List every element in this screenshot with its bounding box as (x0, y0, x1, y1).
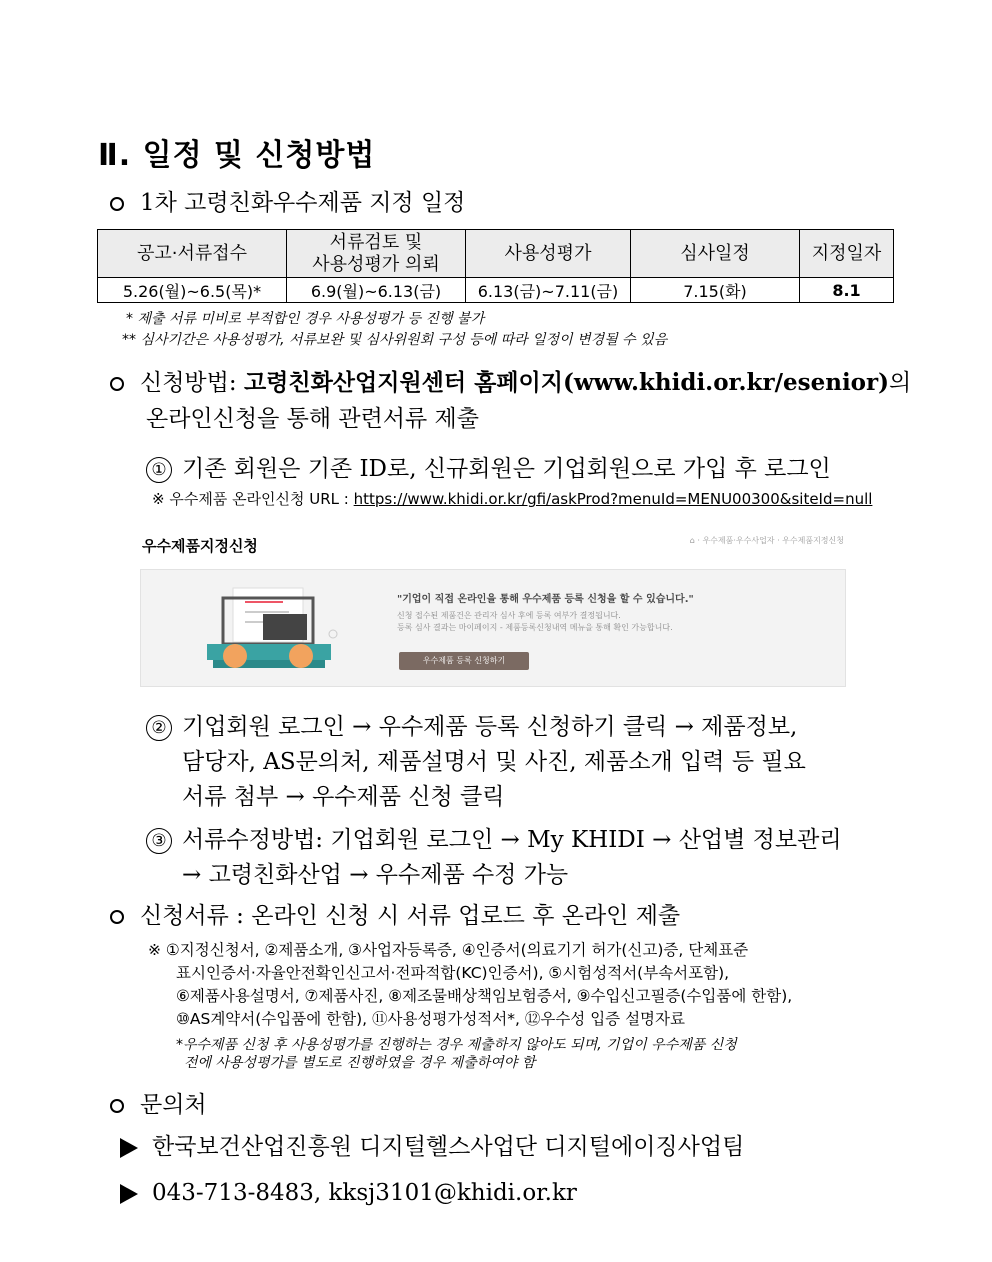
contact-org-text: 한국보건산업진흥원 디지털헬스사업단 디지털에이징사업팀 (152, 1134, 745, 1160)
step-1-text: 기존 회원은 기존 ID로, 신규회원은 기업회원으로 가입 후 로그인 (182, 456, 831, 482)
step-2 (146, 708, 797, 741)
circle-bullet-icon (110, 910, 124, 924)
header-cell: 사용성평가 (466, 230, 631, 278)
apply-homepage: 고령친화산업지원센터 홈페이지(www.khidi.or.kr/esenior) (243, 369, 890, 396)
step-3-text-1: 서류수정방법: 기업회원 로그인 → My KHIDI → 산업별 정보관리 (182, 827, 842, 853)
step-2-text-3: 서류 첨부 → 우수제품 신청 클릭 (182, 784, 505, 810)
documents-note-2: 전에 사용성평가를 별도로 진행하였을 경우 제출하여야 함 (184, 1055, 536, 1071)
apply-method-line2: 온라인신청을 통해 관련서류 제출 (146, 406, 479, 432)
triangle-bullet-icon (120, 1138, 138, 1158)
step-number: ③ (146, 828, 172, 854)
schedule-heading (110, 184, 465, 217)
step-2-text-2: 담당자, AS문의처, 제품설명서 및 사진, 제품소개 입력 등 필요 (182, 749, 806, 775)
header-cell: 서류검토 및 사용성평가 의뢰 (287, 230, 466, 278)
documents-list-2: 표시인증서·자율안전확인신고서·전파적합(KC)인증서), ⑤시험성적서(부속서포함), (176, 964, 730, 982)
contact-heading-text: 문의처 (140, 1092, 207, 1118)
step-3-text-2: → 고령친화산업 → 우수제품 수정 가능 (182, 862, 569, 888)
documents-note-1: *우수제품 신청 후 사용성평가를 진행하는 경우 제출하지 않아도 되며, 기업이 우수제품 신청 (176, 1037, 737, 1053)
contact-heading (110, 1086, 207, 1119)
register-application-button[interactable]: 우수제품 등록 신청하기 (399, 652, 529, 670)
documents-heading (110, 897, 680, 930)
value-cell: 6.13(금)~7.11(금) (466, 278, 631, 303)
apply-suffix: 의 (889, 370, 912, 396)
screenshot-desc-2: 등록 심사 결과는 마이페이지 - 제품등록신청내역 메뉴을 통해 확인 가능합니다. (397, 623, 673, 632)
section-title: Ⅱ. 일정 및 신청방법 (98, 138, 376, 173)
apply-method-line1 (110, 364, 911, 397)
schedule-note-1: * 제출 서류 미비로 부적합인 경우 사용성평가 등 진행 불가 (126, 311, 485, 327)
step-3 (146, 821, 842, 854)
value-cell: 6.9(월)~6.13(금) (287, 278, 466, 303)
documents-list-1: ※ ①지정신청서, ②제품소개, ③사업자등록증, ④인증서(의료기기 허가(신고)증, 단체표준 (148, 941, 749, 959)
step-number: ② (146, 715, 172, 741)
header-cell: 지정일자 (800, 230, 894, 278)
circle-bullet-icon (110, 377, 124, 391)
application-page-screenshot (138, 525, 846, 687)
screenshot-title: 우수제품지정신청 (142, 537, 258, 555)
contact-info (120, 1180, 577, 1206)
schedule-header-row (98, 230, 894, 278)
value-cell: 8.1 (800, 278, 894, 303)
contact-phone-email[interactable]: 043-713-8483, kksj3101@khidi.or.kr (152, 1180, 577, 1206)
value-cell: 5.26(월)~6.5(목)* (98, 278, 287, 303)
schedule-table (97, 229, 894, 303)
documents-heading-text: 신청서류 : 온라인 신청 시 서류 업로드 후 온라인 제출 (140, 903, 681, 929)
header-cell: 공고·서류접수 (98, 230, 287, 278)
schedule-heading-text: 1차 고령친화우수제품 지정 일정 (140, 190, 466, 216)
apply-prefix: 신청방법: (140, 370, 244, 396)
contact-org (120, 1128, 744, 1161)
schedule-value-row (98, 278, 894, 303)
schedule-note-2: ** 심사기간은 사용성평가, 서류보완 및 심사위원회 구성 등에 따라 일정이 변경될 수 있음 (122, 332, 668, 348)
circle-bullet-icon (110, 197, 124, 211)
screenshot-banner (140, 569, 846, 687)
screenshot-desc-1: 신청 접수된 제품건은 관리자 심사 후에 등록 여부가 결정됩니다. (397, 611, 621, 620)
step-number: ① (146, 457, 172, 483)
triangle-bullet-icon (120, 1184, 138, 1204)
step-1 (146, 450, 831, 483)
laptop-hands-illustration-icon (193, 584, 343, 676)
url-note-prefix: ※ 우수제품 온라인신청 URL : (152, 490, 354, 508)
url-note (152, 488, 872, 509)
value-cell: 7.15(화) (631, 278, 800, 303)
step-2-text-1: 기업회원 로그인 → 우수제품 등록 신청하기 클릭 → 제품정보, (182, 714, 798, 740)
header-cell: 심사일정 (631, 230, 800, 278)
documents-list-3: ⑥제품사용설명서, ⑦제품사진, ⑧제조물배상책임보험증서, ⑨수입신고필증(수입품에 한함), (176, 987, 793, 1005)
circle-bullet-icon (110, 1099, 124, 1113)
screenshot-breadcrumb: ⌂ · 우수제품·우수사업자 · 우수제품지정신청 (689, 536, 844, 545)
screenshot-headline: "기업이 직접 온라인을 통해 우수제품 등록 신청을 할 수 있습니다." (397, 594, 694, 605)
documents-list-4: ⑩AS계약서(수입품에 한함), ⑪사용성평가성적서*, ⑫우수성 입증 설명자료 (176, 1010, 685, 1028)
application-url-link[interactable]: https://www.khidi.or.kr/gfi/askProd?menuId=MENU00300&siteId=null (353, 490, 873, 508)
